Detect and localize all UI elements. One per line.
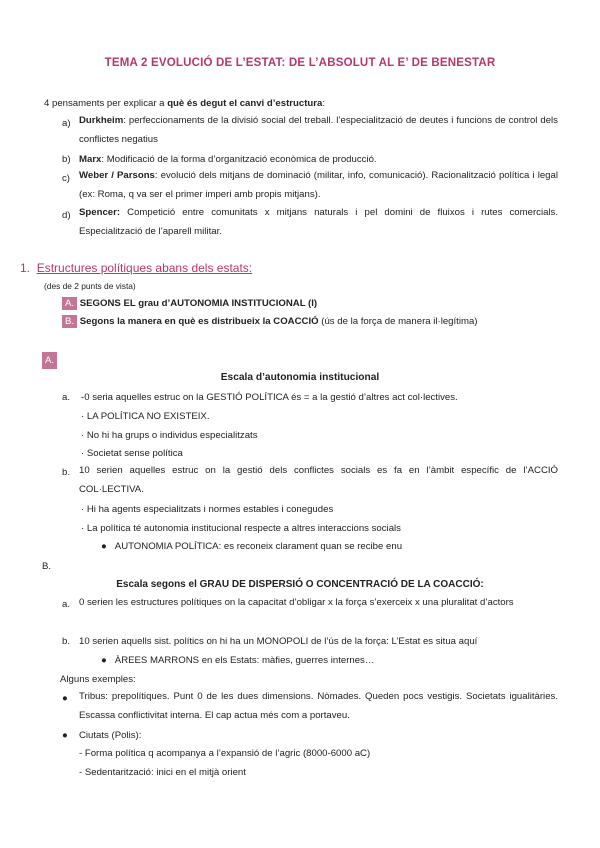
thinker-name: Durkheim xyxy=(79,115,124,126)
thinker-text: Modificació de la forma d’organització econòmica de producció. xyxy=(106,154,377,165)
sub-item: - Sedentarització: inici en el mitjà orient xyxy=(79,767,246,778)
thinker-item xyxy=(79,204,558,241)
page-title: TEMA 2 EVOLUCIÓ DE L’ESTAT: DE L’ABSOLUT AL E’ DE BENESTAR xyxy=(104,57,496,69)
example-item: Ciutats (Polis): xyxy=(79,730,142,741)
bullet-icon: ● xyxy=(101,541,107,552)
intro-suffix: : xyxy=(322,98,326,109)
thinker-marker: b) xyxy=(62,154,71,165)
part-b-heading-bold: GRAU DE DISPERSIÓ O CONCENTRACIÓ DE LA COACCIÓ: xyxy=(199,579,484,590)
sub-item: · No hi ha grups o individus especialitzats xyxy=(81,430,258,441)
example-item: Tribus: prepolítiques. Punt 0 de les dues dimensions. Nòmades. Queden pocs vestigis. Societats igualitàries. Escassa conflictivitat interna. El cap actua més com a portaveu. xyxy=(79,691,558,721)
section-note: (des de 2 punts de vista) xyxy=(44,281,136,291)
point-bold: SEGONS EL grau d’AUTONOMIA INSTITUCIONAL (I) xyxy=(79,298,318,309)
intro-line xyxy=(44,97,325,110)
part-a-letter: A. xyxy=(42,352,57,369)
bullet-text: ÀREES MARRONS en els Estats: màfies, guerres internes… xyxy=(114,655,375,666)
bullet-text: AUTONOMIA POLÍTICA: es reconeix clarament quan se recibe enu xyxy=(114,541,403,552)
item-text: 10 serien aquelles estruc on la gestió dels conflictes socials es fa en l’àmbit específic de l’ACCIÓ COL·LECTIVA. xyxy=(79,465,558,495)
thinker-text: evolució dels mitjans de dominació (militar, info, comunicació). Racionalització política i legal (ex: Roma, q va ser el primer imperi amb propis mitjans). xyxy=(79,170,558,200)
section-number: 1. xyxy=(20,261,31,275)
sub-item: - Forma política q acompanya a l’expansió de l’agric (8000-6000 aC) xyxy=(79,748,371,759)
part-b-letter: B. xyxy=(42,561,52,572)
thinker-item xyxy=(79,167,558,204)
thinker-marker: d) xyxy=(62,210,71,221)
thinker-text: Competició entre comunitats x mitjans naturals i pel domini de fluixos i rutes comercials. Especialització de l’aparell militar. xyxy=(79,207,559,237)
intro-bold: què és degut el canvi d’estructura xyxy=(167,98,323,109)
bullet-icon: ● xyxy=(101,655,107,666)
item-marker: a. xyxy=(62,392,71,403)
thinker-name: Spencer: xyxy=(79,207,121,218)
point-letter-highlight: B. xyxy=(62,315,77,328)
part-b-heading-prefix: Escala segons el xyxy=(116,579,200,590)
bullet-icon: ● xyxy=(62,730,68,741)
bullet-icon: ● xyxy=(62,693,68,704)
section-heading xyxy=(20,261,252,275)
bullet-item xyxy=(101,540,402,553)
thinker-name: Weber / Parsons xyxy=(79,170,155,181)
point-letter-highlight: A. xyxy=(62,297,77,310)
thinker-item xyxy=(79,153,377,166)
thinker-text: perfeccionaments de la divisió social del treball. l’especialització de deutes i funcions de control dels conflictes negatius xyxy=(79,115,558,145)
thinker-sep: : xyxy=(123,115,129,126)
thinker-marker: a) xyxy=(62,118,71,129)
item-marker: b. xyxy=(62,636,71,647)
sub-item: · Hi ha agents especialitzats i normes estables i conegudes xyxy=(81,504,334,515)
item-marker: a. xyxy=(62,599,71,610)
bullet-item xyxy=(101,654,374,667)
sub-item: · La política té autonomia institucional respecte a altres interaccions socials xyxy=(81,523,401,534)
item-text: -0 seria aquelles estruc on la GESTIÓ POLÍTICA és = a la gestió d’altres act col·lectives. xyxy=(81,392,458,403)
thinker-sep: : xyxy=(154,170,161,181)
point-rest: (ús de la força de manera il·legítima) xyxy=(318,316,478,327)
sub-item: · Societat sense política xyxy=(81,448,183,459)
thinker-sep: : xyxy=(101,154,107,165)
item-text: 0 serien les estructures polítiques on la capacitat d’obligar x la força s’exerceix x una pluralitat d’actors xyxy=(79,597,514,608)
intro-prefix: 4 pensaments per explicar a xyxy=(44,98,168,109)
thinker-item xyxy=(79,112,558,149)
part-a-heading: Escala d’autonomia institucional xyxy=(220,372,380,383)
part-a-marker xyxy=(42,352,57,369)
item-marker: b. xyxy=(62,467,71,478)
item-text: 10 serien aquells sist. polítics on hi ha un MONOPOLI de l’ús de la força: L’Estat es situa aquí xyxy=(79,636,478,647)
part-b-heading xyxy=(0,578,600,591)
examples-label: Alguns exemples: xyxy=(60,674,136,685)
section-point xyxy=(62,315,478,328)
section-title: Estructures polítiques abans dels estats: xyxy=(36,261,253,275)
thinker-marker: c) xyxy=(62,173,70,184)
point-bold: Segons la manera en què es distribueix la COACCIÓ xyxy=(79,316,319,327)
thinker-name: Marx xyxy=(79,154,102,165)
sub-item: · LA POLÍTICA NO EXISTEIX. xyxy=(81,411,210,422)
section-point xyxy=(62,297,317,310)
